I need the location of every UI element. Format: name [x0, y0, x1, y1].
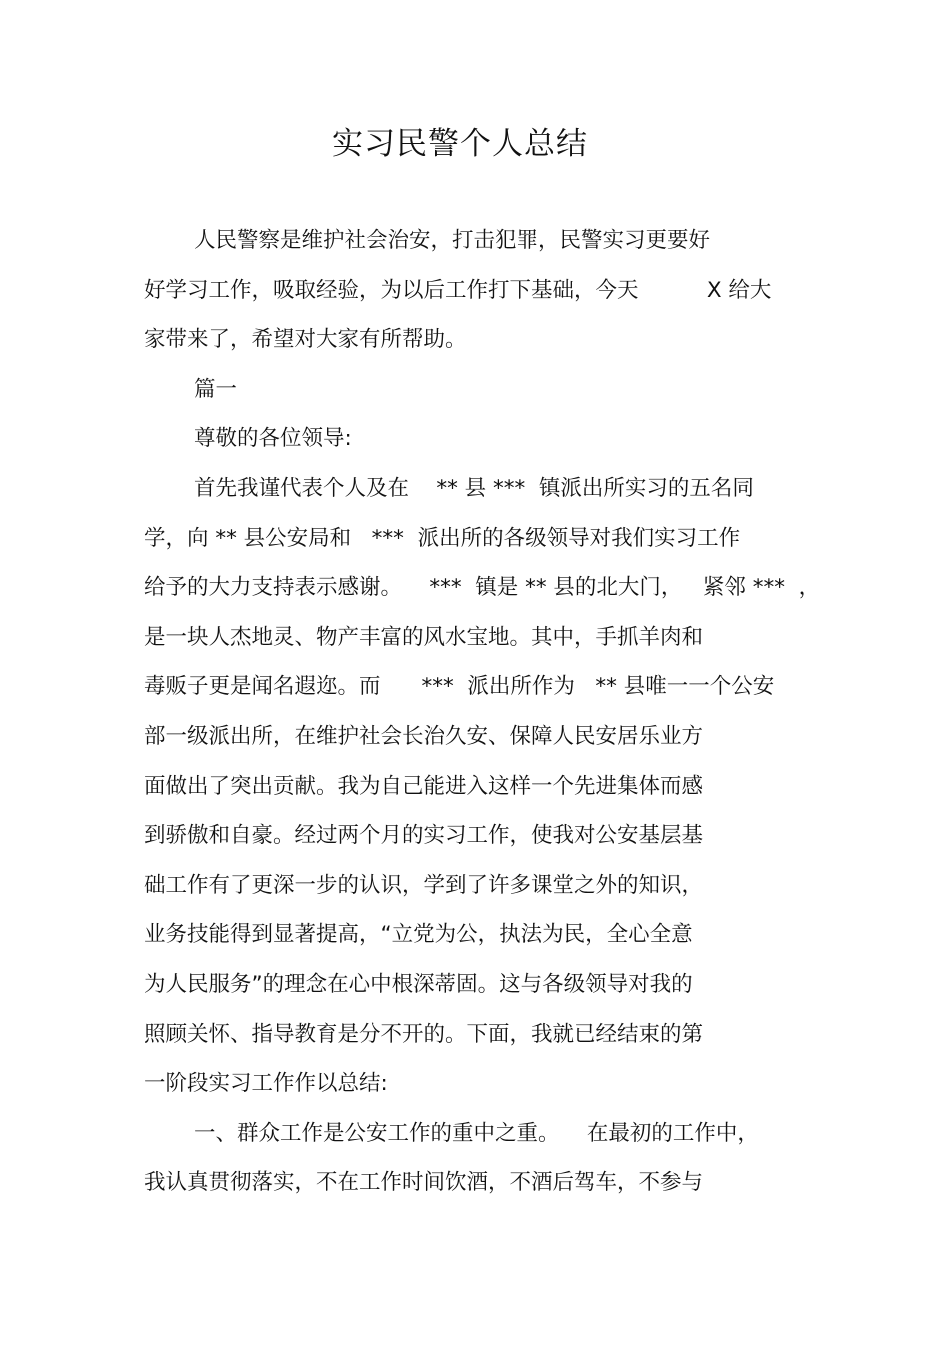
text-line: 好学习工作，吸取经验，为以后工作打下基础，今天 X 给大	[144, 277, 772, 303]
text-line: 给予的大力支持表示感谢。 *** 镇是 ** 县的北大门， 紧邻 *** ，	[144, 575, 821, 601]
text-line: 部一级派出所，在维护社会长治久安、保障人民安居乐业方	[144, 723, 704, 749]
text-line: 面做出了突出贡献。我为自己能进入这样一个先进集体而感	[144, 773, 704, 799]
text-line: 毒贩子更是闻名遐迩。而 *** 派出所作为 ** 县唯一一个公安	[144, 674, 775, 700]
text-line: 一阶段实习工作作以总结:	[144, 1071, 388, 1097]
text-line: 篇一	[194, 376, 238, 402]
text-line: 尊敬的各位领导:	[194, 426, 352, 452]
text-line: 为人民服务”的理念在心中根深蒂固。这与各级领导对我的	[144, 971, 693, 997]
text-line: 人民警察是维护社会治安，打击犯罪，民警实习更要好	[194, 228, 711, 253]
document-title: 实习民警个人总结	[332, 126, 588, 162]
text-line: 学，向 ** 县公安局和 *** 派出所的各级领导对我们实习工作	[144, 525, 741, 551]
text-line: 家带来了，希望对大家有所帮助。	[144, 327, 467, 353]
text-line: 照顾关怀、指导教育是分不开的。下面，我就已经结束的第	[144, 1021, 704, 1047]
document-body	[144, 222, 821, 1214]
text-line: 到骄傲和自豪。经过两个月的实习工作，使我对公安基层基	[144, 823, 704, 849]
text-line: 首先我谨代表个人及在 ** 县 *** 镇派出所实习的五名同	[194, 475, 754, 501]
text-line: 一、群众工作是公安工作的重中之重。 在最初的工作中，	[194, 1120, 759, 1146]
text-line: 业务技能得到显著提高，“立党为公，执法为民，全心全意	[144, 922, 693, 948]
text-line: 我认真贯彻落实，不在工作时间饮酒，不酒后驾车，不参与	[144, 1170, 704, 1196]
text-line: 是一块人杰地灵、物产丰富的风水宝地。其中，手抓羊肉和	[144, 624, 704, 650]
text-line: 础工作有了更深一步的认识，学到了许多课堂之外的知识，	[144, 872, 704, 898]
